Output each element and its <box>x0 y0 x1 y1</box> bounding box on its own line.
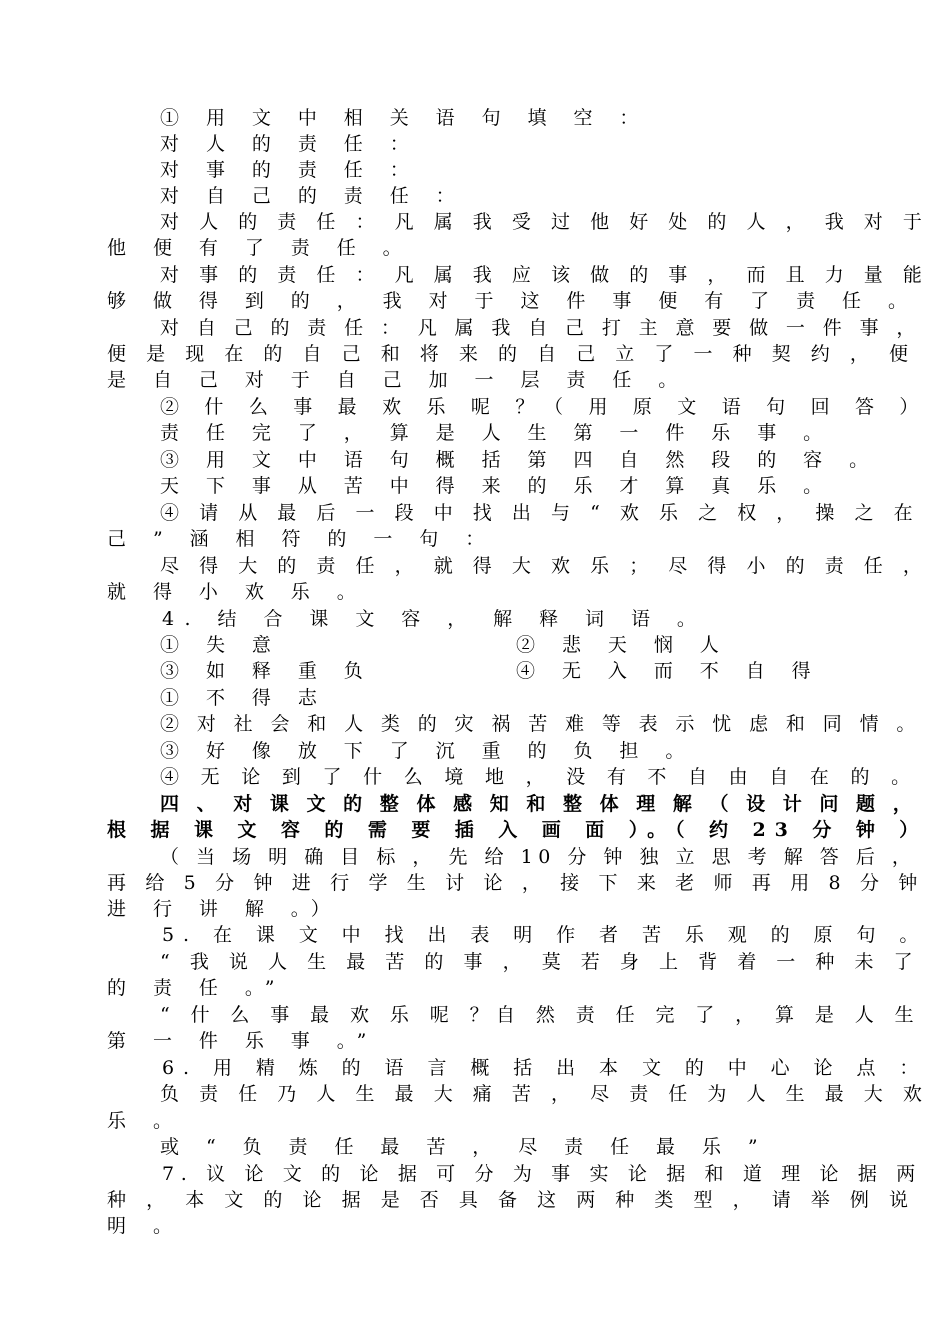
paragraph-line: 够 做 得 到 的 ， 我 对 于 这 件 事 便 有 了 责 任 。 <box>107 290 918 312</box>
section-heading: 根 据 课 文 容 的 需 要 插 入 画 面 ）。（ 约 23 分 钟 ） <box>107 819 928 841</box>
paragraph-line: ④ 请 从 最 后 一 段 中 找 出 与 “ 欢 乐 之 权 ， 操 之 在 <box>160 502 920 524</box>
paragraph-line: 5. 在 课 文 中 找 出 表 明 作 者 苦 乐 观 的 原 句 。 <box>162 924 928 946</box>
paragraph-line: 他 便 有 了 责 任 。 <box>107 237 413 259</box>
paragraph-line: “ 什 么 事 最 欢 乐 呢 ？自 然 责 任 完 了 ， 算 是 人 生 <box>160 1004 922 1026</box>
paragraph-line: ② 什 么 事 最 欢 乐 呢 ？（ 用 原 文 语 句 回 答 ） <box>160 396 929 418</box>
paragraph-line: （ 当 场 明 确 目 标 ， 先 给 10 分 钟 独 立 思 考 解 答 后 ， <box>160 846 917 868</box>
term-item: ① 失 意 <box>160 634 282 656</box>
paragraph-line: 己 ” 涵 相 符 的 一 句 ： <box>107 528 495 550</box>
paragraph-line: 明 。 <box>107 1215 183 1237</box>
term-item: ④ 无 入 而 不 自 得 <box>516 660 822 682</box>
paragraph-line: 便 是 现 在 的 自 己 和 将 来 的 自 己 立 了 一 种 契 约 ， 便 <box>107 343 916 365</box>
paragraph-line: 6. 用 精 炼 的 语 言 概 括 出 本 文 的 中 心 论 点 ： <box>162 1057 928 1079</box>
paragraph-line: 尽 得 大 的 责 任 ， 就 得 大 欢 乐 ； 尽 得 小 的 责 任 ， <box>160 555 929 577</box>
paragraph-line: 责 任 完 了 ， 算 是 人 生 第 一 件 乐 事 。 <box>160 422 833 444</box>
paragraph-line: ③ 用 文 中 语 句 概 括 第 四 自 然 段 的 容 。 <box>160 449 879 471</box>
paragraph-line: 对 人 的 责 任 ： 凡 属 我 受 过 他 好 处 的 人 ， 我 对 于 <box>160 211 929 233</box>
paragraph-line: 4. 结 合 课 文 容 ， 解 释 词 语 。 <box>162 608 707 630</box>
paragraph-line: ④ 无 论 到 了 什 么 境 地 ， 没 有 不 自 由 自 在 的 。 <box>160 766 918 788</box>
paragraph-line: 的 责 任 。” <box>107 977 285 999</box>
paragraph-line: 是 自 己 对 于 自 己 加 一 层 责 任 。 <box>107 369 688 391</box>
paragraph-line: 或 “ 负 责 任 最 苦 ， 尽 责 任 最 乐 ” <box>160 1136 769 1158</box>
paragraph-line: 对 事 的 责 任 ： <box>160 159 420 181</box>
paragraph-line: 对 事 的 责 任 ： 凡 属 我 应 该 做 的 事 ， 而 且 力 量 能 <box>160 264 929 286</box>
paragraph-line: 再 给 5 分 钟 进 行 学 生 讨 论 ， 接 下 来 老 师 再 用 8 分 钟 <box>107 872 924 894</box>
paragraph-line: ② 对 社 会 和 人 类 的 灾 祸 苦 难 等 表 示 忧 虑 和 同 情 。 <box>160 713 922 735</box>
term-item: ③ 如 释 重 负 <box>160 660 374 682</box>
paragraph-line: 对 自 己 的 责 任 ： 凡 属 我 自 己 打 主 意 要 做 一 件 事 ， <box>160 317 922 339</box>
paragraph-line: 乐 。 <box>107 1110 183 1132</box>
paragraph-line: 对 人 的 责 任 ： <box>160 133 420 155</box>
paragraph-line: “ 我 说 人 生 最 苦 的 事 ， 莫 若 身 上 背 着 一 种 未 了 <box>160 951 920 973</box>
paragraph-line: 第 一 件 乐 事 。” <box>107 1030 377 1052</box>
paragraph-line: 就 得 小 欢 乐 。 <box>107 581 367 603</box>
paragraph-line: ③ 好 像 放 下 了 沉 重 的 负 担 。 <box>160 740 695 762</box>
paragraph-line: 负 责 任 乃 人 生 最 大 痛 苦 ， 尽 责 任 为 人 生 最 大 欢 <box>160 1083 929 1105</box>
paragraph-line: ① 不 得 志 <box>160 687 328 709</box>
paragraph-line: 进 行 讲 解 。） <box>107 898 341 920</box>
term-item: ② 悲 天 悯 人 <box>516 634 730 656</box>
paragraph-line: 天 下 事 从 苦 中 得 来 的 乐 才 算 真 乐 。 <box>160 475 833 497</box>
paragraph-line: ① 用 文 中 相 关 语 句 填 空 ： <box>160 107 649 129</box>
section-heading: 四 、 对 课 文 的 整 体 感 知 和 整 体 理 解 （ 设 计 问 题 ， <box>160 793 918 815</box>
paragraph-line: 对 自 己 的 责 任 ： <box>160 185 466 207</box>
paragraph-line: 种 ， 本 文 的 论 据 是 否 具 备 这 两 种 类 型 ， 请 举 例 说 <box>107 1189 916 1211</box>
paragraph-line: 7. 议 论 文 的 论 据 可 分 为 事 实 论 据 和 道 理 论 据 两 <box>162 1163 922 1185</box>
